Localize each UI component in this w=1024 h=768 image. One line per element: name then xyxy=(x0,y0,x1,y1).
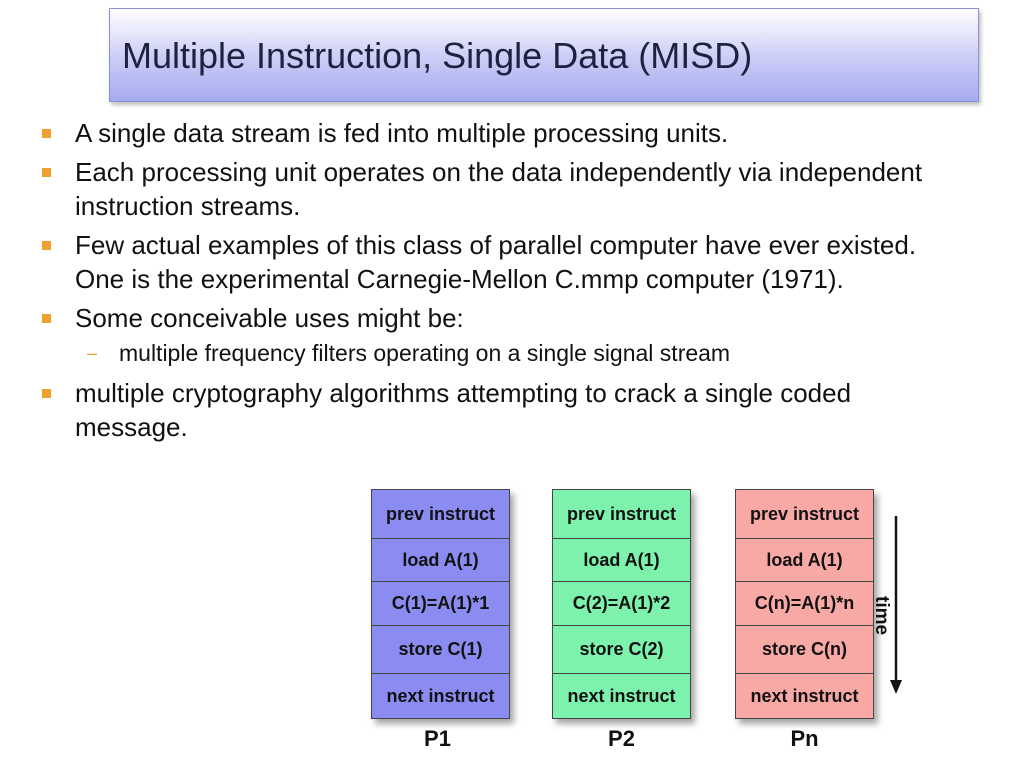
processor-p2-column xyxy=(552,489,691,719)
title-bar xyxy=(109,8,979,102)
bullet-list xyxy=(40,116,940,449)
square-bullet-icon xyxy=(42,241,51,250)
step-cell: load A(1) xyxy=(735,539,874,582)
step-cell: store C(n) xyxy=(735,626,874,674)
sub-bullet-item xyxy=(40,338,940,368)
slide-title: Multiple Instruction, Single Data (MISD) xyxy=(122,35,753,76)
processor-pn-column xyxy=(735,489,874,719)
step-cell: next instruct xyxy=(552,674,691,719)
step-cell: prev instruct xyxy=(552,489,691,539)
bullet-item xyxy=(40,376,940,444)
sub-bullet-text: multiple frequency filters operating on a single signal stream xyxy=(119,340,731,366)
square-bullet-icon xyxy=(42,129,51,138)
square-bullet-icon xyxy=(42,389,51,398)
bullet-item xyxy=(40,228,940,296)
processor-label: P2 xyxy=(608,726,635,751)
bullet-item xyxy=(40,155,940,223)
dash-bullet-icon: – xyxy=(87,343,98,363)
bullet-item xyxy=(40,116,940,150)
processor-p1-column xyxy=(371,489,510,719)
square-bullet-icon xyxy=(42,168,51,177)
step-cell: C(2)=A(1)*2 xyxy=(552,582,691,626)
step-cell: store C(2) xyxy=(552,626,691,674)
step-cell: next instruct xyxy=(371,674,510,719)
step-cell: load A(1) xyxy=(552,539,691,582)
step-cell: prev instruct xyxy=(735,489,874,539)
bullet-text: multiple cryptography algorithms attempting to crack a single coded message. xyxy=(75,378,852,442)
bullet-text: Few actual examples of this class of parallel computer have ever existed. One is the experimental Carnegie-Mellon C.mmp computer (1971). xyxy=(75,230,917,294)
bullet-text: Each processing unit operates on the data independently via independent instruction streams. xyxy=(75,157,923,221)
step-cell: C(n)=A(1)*n xyxy=(735,582,874,626)
processor-label: P1 xyxy=(424,726,451,751)
step-cell: load A(1) xyxy=(371,539,510,582)
bullet-text: Some conceivable uses might be: xyxy=(75,303,464,333)
time-arrow-icon xyxy=(889,516,903,694)
bullet-text: A single data stream is fed into multiple processing units. xyxy=(75,118,729,148)
step-cell: store C(1) xyxy=(371,626,510,674)
processor-label: Pn xyxy=(790,726,819,751)
step-cell: prev instruct xyxy=(371,489,510,539)
step-cell: C(1)=A(1)*1 xyxy=(371,582,510,626)
step-cell: next instruct xyxy=(735,674,874,719)
bullet-item xyxy=(40,301,940,335)
square-bullet-icon xyxy=(42,314,51,323)
time-label: time xyxy=(871,596,892,636)
